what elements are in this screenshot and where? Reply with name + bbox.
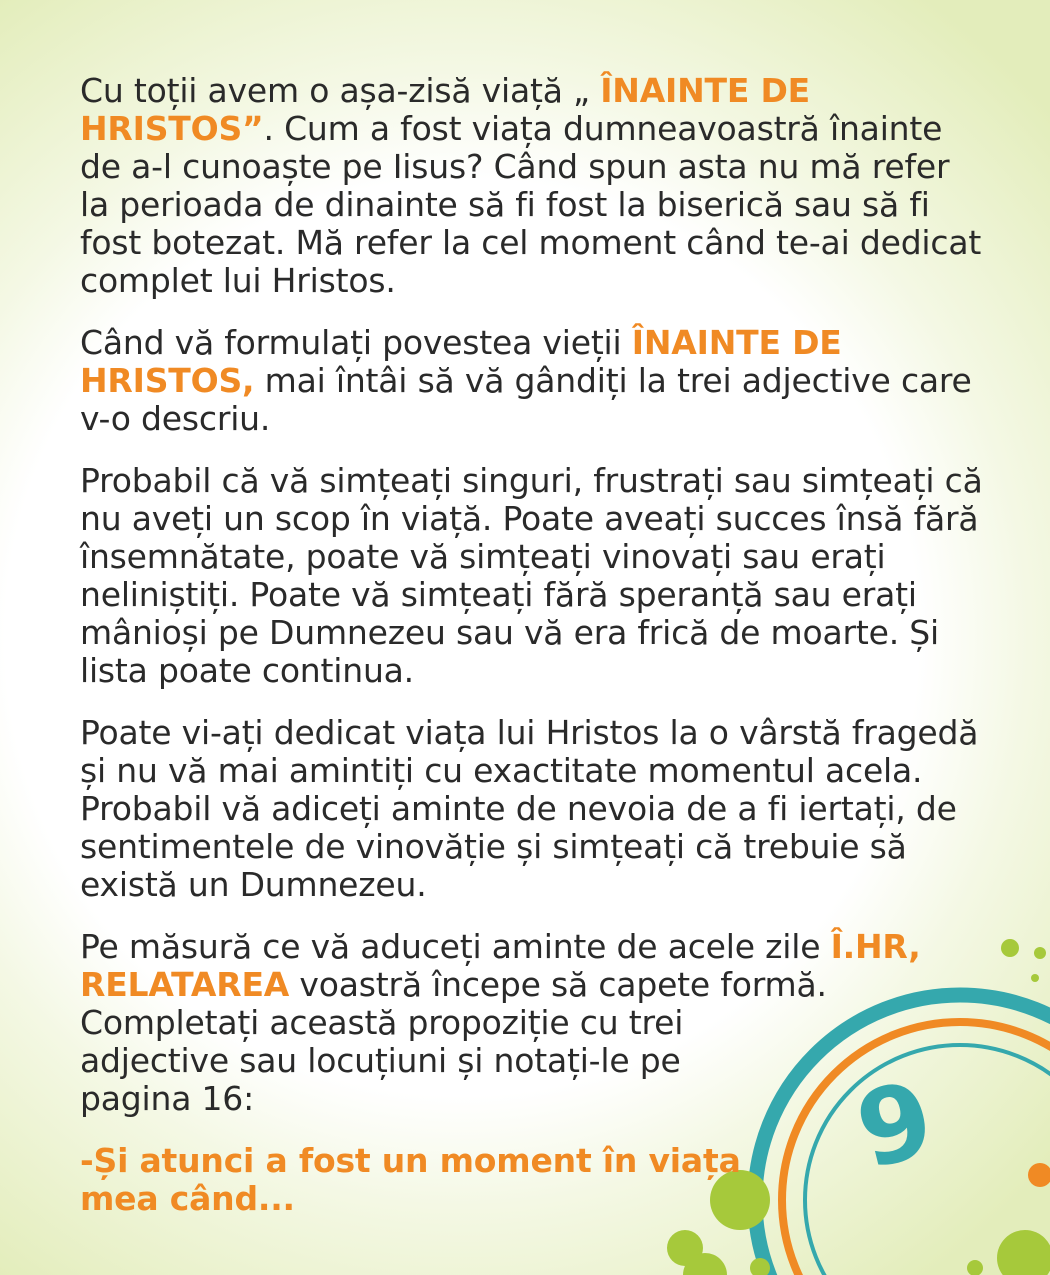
paragraph-4: Poate vi-ați dedicat viața lui Hristos la o vârstă fragedă și nu vă mai amintiți cu exactitate momentul acela. Probabil vă adiceți aminte de nevoia de a fi iertați, de sentimentele de vinovăție și simțeați că trebuie să există un Dumnezeu. bbox=[80, 713, 979, 904]
highlight-relatarea: RELATAREA bbox=[80, 965, 290, 1004]
page-number: 9 bbox=[845, 1057, 945, 1193]
closing-prompt: -Și atunci a fost un moment în viața mea când... bbox=[80, 1141, 741, 1218]
lime-dot bbox=[1034, 947, 1046, 959]
paragraph-2: Când vă formulați povestea vieții ÎNAINTE DE HRISTOS, mai întâi să vă gândiți la trei adjective care v-o descriu. bbox=[80, 323, 972, 438]
page-text bbox=[80, 72, 985, 1218]
paragraph-3: Probabil că vă simțeați singuri, frustrați sau simțeați că nu aveți un scop în viață. Poate aveați succes însă fără însemnătate, poate vă simțeați vinovați sau erați neliniștiți. Poate vă simțeați fără speranță sau erați mânioși pe Dumnezeu sau vă era frică de moarte. Și lista poate continua. bbox=[80, 461, 983, 690]
paragraph-1: Cu toții avem o așa-zisă viață „ ÎNAINTE DE HRISTOS”. Cum a fost viața dumneavoastră înainte de a-l cunoaște pe Iisus? Când spun asta nu mă refer la perioada de dinainte să fi fost la biserică sau să fi fost botezat. Mă refer la cel moment când te-ai dedicat complet lui Hristos. bbox=[80, 71, 982, 300]
orange-dot bbox=[1028, 1163, 1050, 1187]
lime-dot bbox=[997, 1230, 1050, 1275]
highlight-inainte-de-hristos-2: ÎNAINTE DE HRISTOS, bbox=[80, 323, 842, 400]
highlight-inainte-de-hristos: ÎNAINTE DE HRISTOS” bbox=[80, 71, 811, 148]
lime-dot bbox=[1001, 939, 1019, 957]
lime-dot bbox=[1031, 974, 1039, 982]
lime-dot bbox=[967, 1260, 983, 1275]
paragraph-5: Pe măsură ce vă aduceți aminte de acele zile Î.HR, RELATAREA voastră începe să capete formă. Completați această propoziție cu trei adjective sau locuțiuni și notați-le pe pagina 16: bbox=[80, 927, 921, 1118]
highlight-ihr: Î.HR, bbox=[830, 927, 921, 966]
